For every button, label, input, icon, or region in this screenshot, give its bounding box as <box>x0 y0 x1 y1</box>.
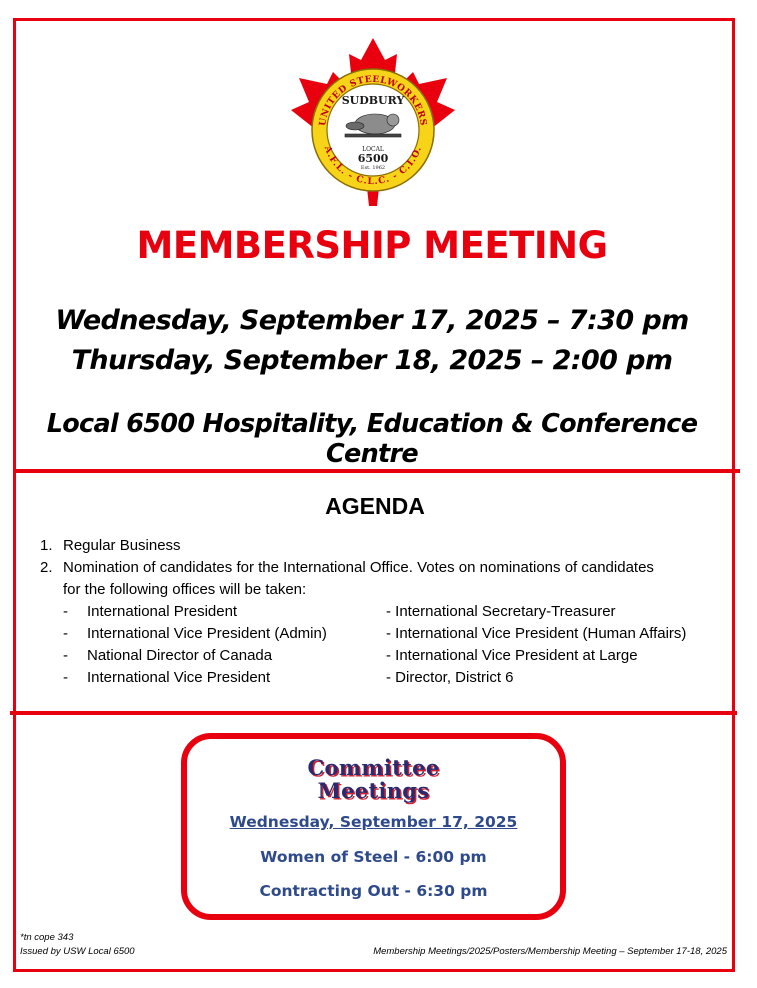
list-item-continuation: for the following offices will be taken: <box>63 581 307 598</box>
committee-contracting-out: Contracting Out - 6:30 pm <box>259 882 488 900</box>
committee-title-line-2: Meetings <box>317 778 430 803</box>
list-item: Regular Business <box>63 537 181 554</box>
office-bullet: - <box>63 647 68 664</box>
section-divider <box>10 711 737 715</box>
committee-women-of-steel: Women of Steel - 6:00 pm <box>260 848 487 866</box>
office-item: - International Vice President at Large <box>386 647 638 664</box>
svg-text:6500: 6500 <box>357 152 389 165</box>
section-divider <box>13 469 740 473</box>
office-bullet: - <box>63 603 68 620</box>
office-bullet: - <box>63 669 68 686</box>
list-item-number: 1. <box>40 537 53 554</box>
agenda-title: AGENDA <box>325 493 425 519</box>
office-item: - International Secretary-Treasurer <box>386 603 616 620</box>
office-item: National Director of Canada <box>87 647 273 664</box>
office-item: - Director, District 6 <box>386 669 514 686</box>
list-item-number: 2. <box>40 559 53 576</box>
office-item: International President <box>87 603 238 620</box>
list-item: Nomination of candidates for the International Office. Votes on nominations of candidates <box>63 559 654 576</box>
footer-file-path: Membership Meetings/2025/Posters/Membership Meeting – September 17-18, 2025 <box>373 946 727 957</box>
committee-date: Wednesday, September 17, 2025 <box>229 813 518 831</box>
meeting-venue: Local 6500 Hospitality, Education & Conference Centre <box>46 409 698 469</box>
meeting-date-2: Thursday, September 18, 2025 – 2:00 pm <box>71 345 673 376</box>
office-item: International Vice President (Admin) <box>87 625 327 642</box>
meeting-date-1: Wednesday, September 17, 2025 – 7:30 pm <box>55 305 689 336</box>
svg-text:LOCAL: LOCAL <box>362 146 384 153</box>
office-bullet: - <box>63 625 68 642</box>
page-title: MEMBERSHIP MEETING <box>136 224 608 267</box>
committee-title-line-1: Committee <box>307 755 440 780</box>
svg-text:UNITED STEELWORKERS: UNITED STEELWORKERS <box>318 74 428 127</box>
usw-local-6500-logo <box>285 38 461 208</box>
svg-text:SUDBURY: SUDBURY <box>341 94 405 107</box>
footer-tn: *tn cope 343 <box>20 932 74 943</box>
office-item: International Vice President <box>87 669 271 686</box>
committee-title <box>181 756 566 802</box>
svg-text:Est. 1962: Est. 1962 <box>360 165 386 171</box>
footer-issued-by: Issued by USW Local 6500 <box>20 946 135 957</box>
office-item: - International Vice President (Human Affairs) <box>386 625 687 642</box>
svg-text:A.F.L. - C.L.C. - C.I.O.: A.F.L. - C.L.C. - C.I.O. <box>321 144 425 188</box>
